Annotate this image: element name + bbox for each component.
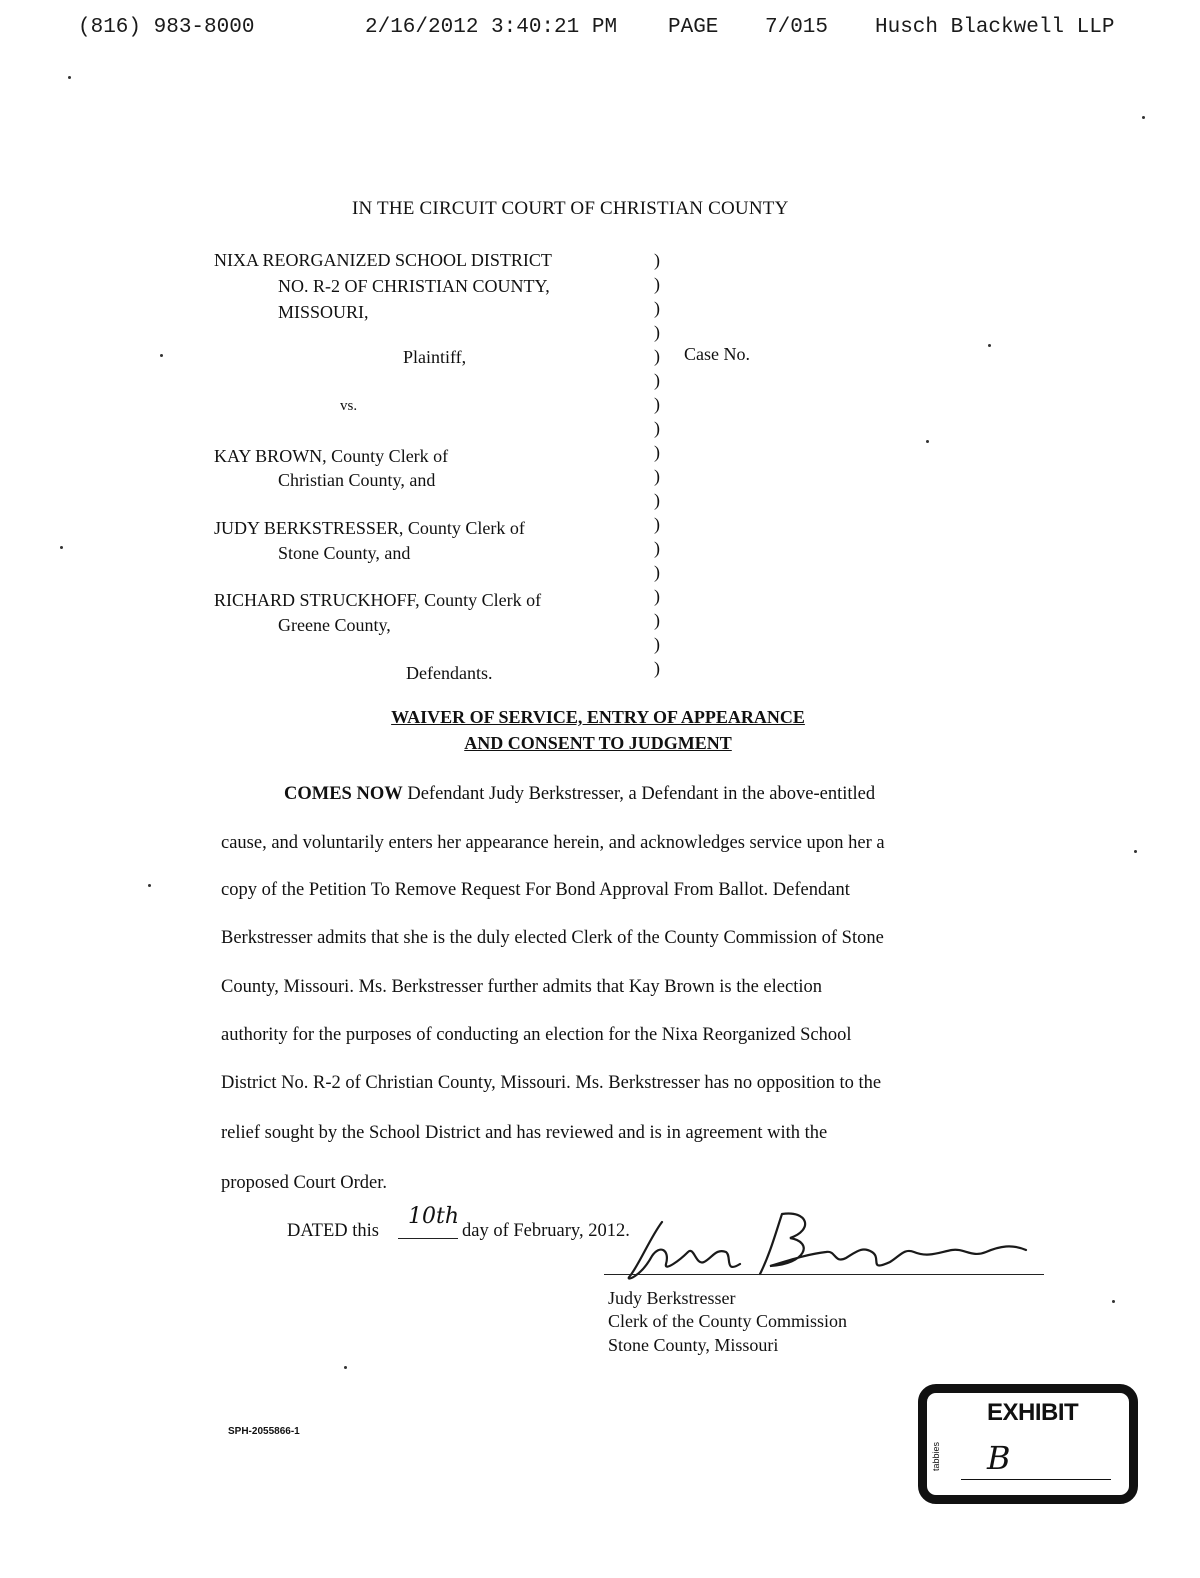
caption-paren: ) <box>654 490 660 510</box>
plaintiff-role: Plaintiff, <box>403 347 467 367</box>
defendant1-line2: Christian County, and <box>278 470 436 490</box>
caption-parentheses <box>654 248 660 680</box>
scan-speck <box>60 546 63 549</box>
exhibit-line <box>961 1479 1111 1480</box>
plaintiff-name-line2: NO. R-2 OF CHRISTIAN COUNTY, <box>278 276 550 296</box>
caption-paren: ) <box>654 418 660 438</box>
body-line-4: Berkstresser admits that she is the duly elected Clerk of the County Commission of Stone <box>221 928 884 948</box>
scan-speck <box>160 354 163 357</box>
case-number-label: Case No. <box>684 344 750 364</box>
caption-paren: ) <box>654 322 660 342</box>
comes-now: COMES NOW <box>284 784 403 804</box>
fax-sender: Husch Blackwell LLP <box>875 16 1115 39</box>
scan-speck <box>1112 1300 1115 1303</box>
caption-paren: ) <box>654 538 660 558</box>
plaintiff-name-line3: MISSOURI, <box>278 302 369 322</box>
scan-speck <box>1142 116 1145 119</box>
body-line-6: authority for the purposes of conducting an election for the Nixa Reorganized School <box>221 1025 852 1045</box>
caption-paren: ) <box>654 298 660 318</box>
fax-datetime: 2/16/2012 3:40:21 PM <box>365 16 618 39</box>
dated-suffix: day of February, 2012. <box>462 1221 630 1241</box>
caption-paren: ) <box>654 346 660 366</box>
versus: vs. <box>340 398 358 414</box>
caption-paren: ) <box>654 466 660 486</box>
scan-speck <box>988 344 991 347</box>
exhibit-label: EXHIBIT <box>987 1399 1079 1426</box>
signature-line <box>604 1274 1044 1275</box>
fax-page-number: 7/015 <box>765 16 829 39</box>
caption-paren: ) <box>654 370 660 390</box>
caption-paren: ) <box>654 658 660 678</box>
caption-paren: ) <box>654 562 660 582</box>
caption-paren: ) <box>654 394 660 414</box>
dated-day-handwritten: 10th <box>408 1204 460 1229</box>
signer-county: Stone County, Missouri <box>608 1335 779 1355</box>
body-line-8: relief sought by the School District and has reviewed and is in agreement with the <box>221 1123 828 1143</box>
document-id: SPH-2055866-1 <box>228 1426 300 1437</box>
caption-paren: ) <box>654 250 660 270</box>
body-line-9: proposed Court Order. <box>221 1173 387 1193</box>
exhibit-vendor: tabbies <box>931 1441 941 1471</box>
document-heading-line2: AND CONSENT TO JUDGMENT <box>464 733 732 753</box>
scan-speck <box>68 76 71 79</box>
caption-paren: ) <box>654 274 660 294</box>
fax-page-label: PAGE <box>668 16 719 39</box>
body-line-7: District No. R-2 of Christian County, Missouri. Ms. Berkstresser has no opposition to the <box>221 1073 882 1093</box>
body-line-2: cause, and voluntarily enters her appearance herein, and acknowledges service upon her a <box>221 833 885 853</box>
body-line-5: County, Missouri. Ms. Berkstresser further admits that Kay Brown is the election <box>221 977 822 997</box>
fax-phone: (816) 983-8000 <box>78 16 255 39</box>
defendant-role: Defendants. <box>406 663 493 683</box>
scan-speck <box>148 884 151 887</box>
defendant3-line2: Greene County, <box>278 615 391 635</box>
exhibit-letter: B <box>987 1439 1011 1477</box>
caption-paren: ) <box>654 514 660 534</box>
dated-prefix: DATED this <box>287 1221 379 1241</box>
body-line-1-text: Defendant Judy Berkstresser, a Defendant in the above-entitled <box>402 784 876 804</box>
scan-speck <box>1134 850 1137 853</box>
handwritten-signature <box>600 1208 1050 1288</box>
body-line-1 <box>284 784 875 805</box>
defendant3-line1: RICHARD STRUCKHOFF, County Clerk of <box>214 590 542 610</box>
caption-paren: ) <box>654 634 660 654</box>
exhibit-sticker <box>918 1384 1138 1504</box>
body-line-3: copy of the Petition To Remove Request For Bond Approval From Ballot. Defendant <box>221 880 850 900</box>
signer-title: Clerk of the County Commission <box>608 1311 848 1331</box>
document-heading-line1: WAIVER OF SERVICE, ENTRY OF APPEARANCE <box>391 707 805 727</box>
dated-day-underline <box>398 1238 458 1239</box>
caption-paren: ) <box>654 442 660 462</box>
signer-name: Judy Berkstresser <box>608 1288 736 1308</box>
defendant1-line1: KAY BROWN, County Clerk of <box>214 446 449 466</box>
defendant2-line2: Stone County, and <box>278 543 411 563</box>
caption-paren: ) <box>654 610 660 630</box>
defendant2-line1: JUDY BERKSTRESSER, County Clerk of <box>214 518 525 538</box>
scan-speck <box>344 1366 347 1369</box>
scan-speck <box>926 440 929 443</box>
caption-paren: ) <box>654 586 660 606</box>
plaintiff-name-line1: NIXA REORGANIZED SCHOOL DISTRICT <box>214 250 552 270</box>
court-title: IN THE CIRCUIT COURT OF CHRISTIAN COUNTY <box>352 198 789 219</box>
